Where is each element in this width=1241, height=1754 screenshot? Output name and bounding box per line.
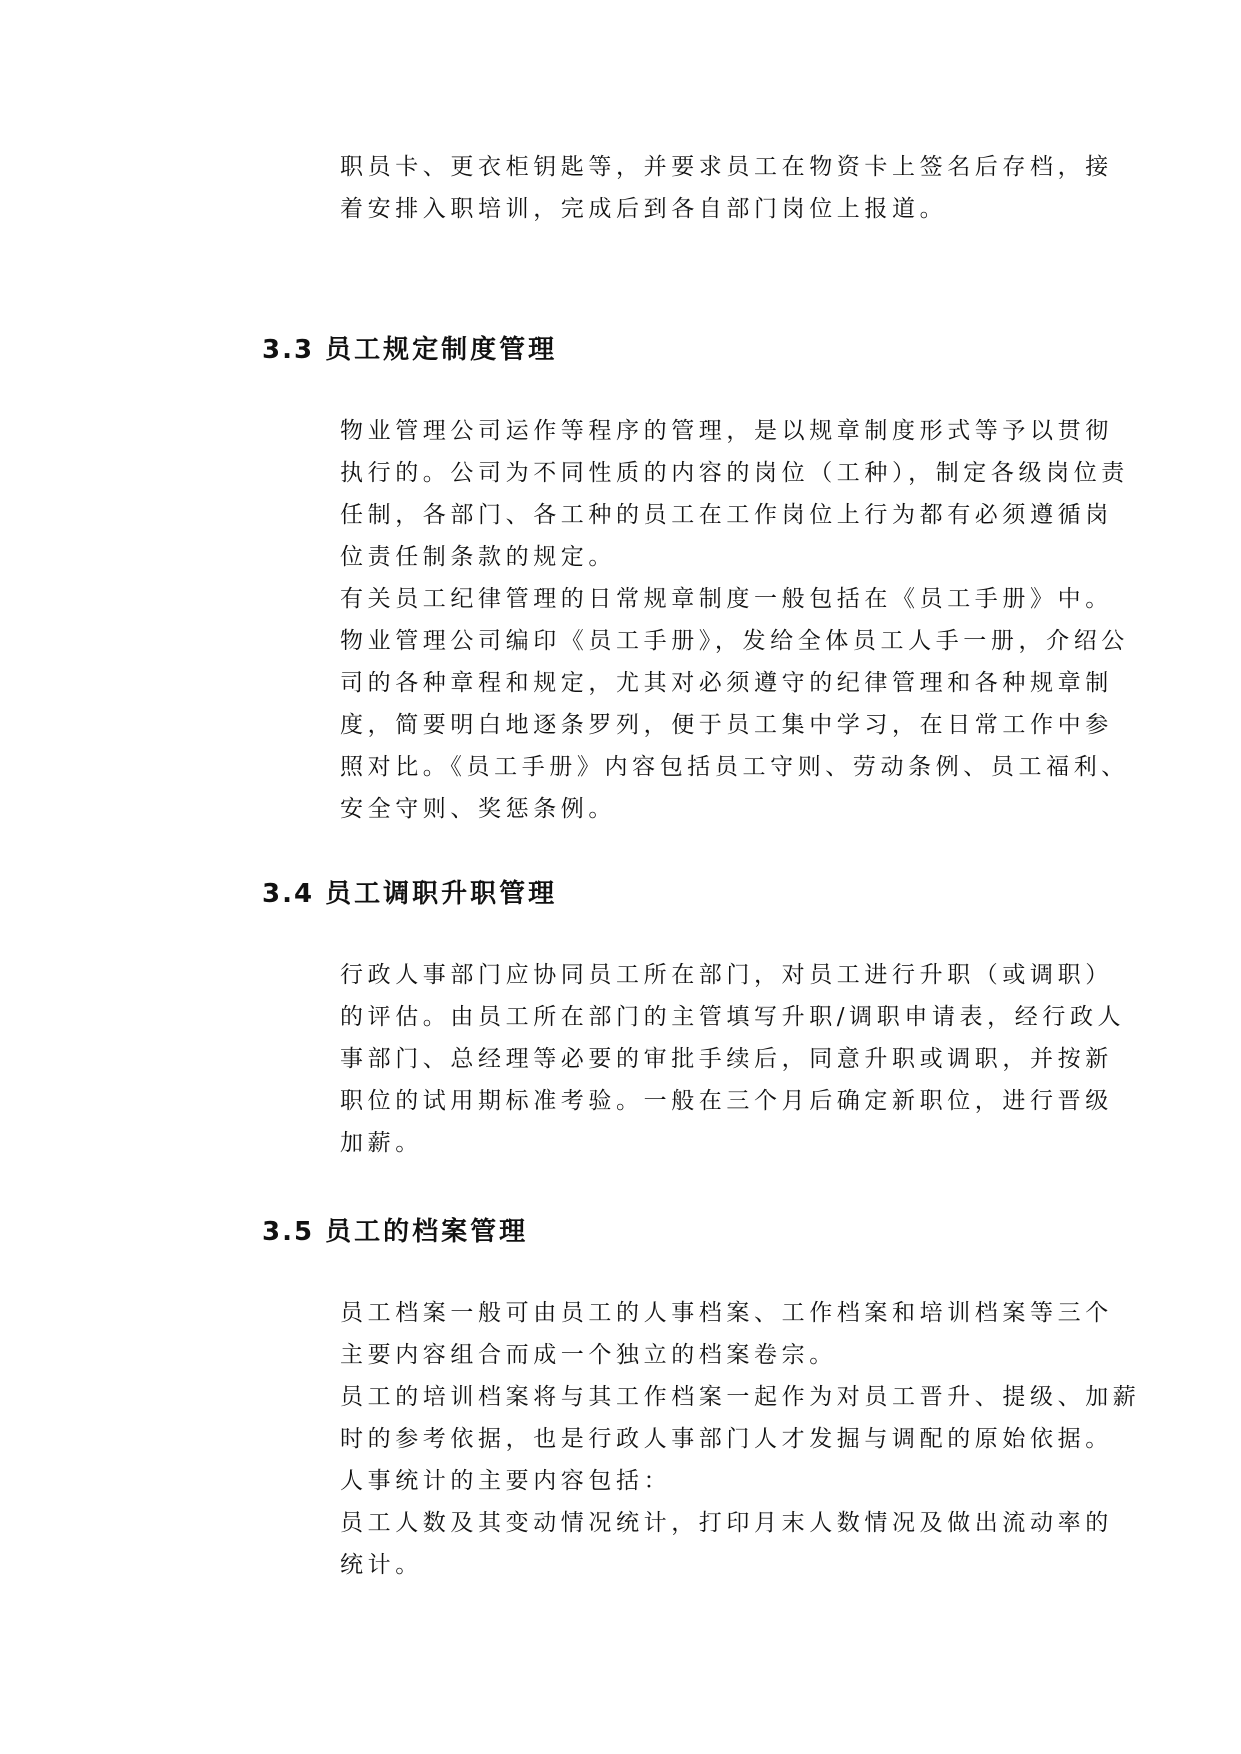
text-line: 照对比。《员工手册》内容包括员工守则、劳动条例、员工福利、 [340, 754, 1129, 780]
text-line: 度，简要明白地逐条罗列，便于员工集中学习，在日常工作中参 [340, 712, 1113, 738]
text-line: 员工的培训档案将与其工作档案一起作为对员工晋升、提级、加薪 [340, 1384, 1141, 1410]
text-line: 位责任制条款的规定。 [340, 544, 616, 570]
text-line: 时的参考依据，也是行政人事部门人才发掘与调配的原始依据。 [340, 1426, 1113, 1452]
text-line: 人事统计的主要内容包括： [340, 1468, 672, 1494]
section-3-5-paragraph-3 [340, 1460, 1060, 1502]
text-line: 职位的试用期标准考验。一般在三个月后确定新职位，进行晋级 [340, 1088, 1113, 1114]
text-line: 加薪。 [340, 1130, 423, 1156]
section-3-5-paragraph-1 [340, 1292, 1113, 1376]
text-line: 事部门、总经理等必要的审批手续后，同意升职或调职，并按新 [340, 1046, 1113, 1072]
text-line: 安全守则、奖惩条例。 [340, 796, 616, 822]
text-line: 员工人数及其变动情况统计，打印月末人数情况及做出流动率的 [340, 1510, 1113, 1536]
text-line: 行政人事部门应协同员工所在部门，对员工进行升职（或调职） [340, 962, 1113, 988]
text-line: 主要内容组合而成一个独立的档案卷宗。 [340, 1342, 837, 1368]
text-line: 有关员工纪律管理的日常规章制度一般包括在《员工手册》中。 [340, 586, 1113, 612]
text-line: 的评估。由员工所在部门的主管填写升职/调职申请表，经行政人 [340, 1004, 1126, 1030]
section-title: 员工规定制度管理 [325, 335, 558, 365]
section-3-3-paragraph-2 [340, 578, 1129, 830]
section-3-4-paragraph-1 [340, 954, 1126, 1164]
text-line: 任制，各部门、各工种的员工在工作岗位上行为都有必须遵循岗 [340, 502, 1113, 528]
section-heading-3-5 [262, 1212, 528, 1252]
section-3-5-paragraph-2 [340, 1376, 1141, 1460]
text-line: 员工档案一般可由员工的人事档案、工作档案和培训档案等三个 [340, 1300, 1113, 1326]
section-number: 3.5 [262, 1217, 315, 1247]
section-number: 3.3 [262, 335, 315, 365]
text-line: 司的各种章程和规定，尤其对必须遵守的纪律管理和各种规章制 [340, 670, 1113, 696]
section-3-5-paragraph-4 [340, 1502, 1113, 1586]
text-line: 着安排入职培训，完成后到各自部门岗位上报道。 [340, 196, 948, 222]
section-3-3-paragraph-1 [340, 410, 1129, 578]
text-line: 物业管理公司运作等程序的管理，是以规章制度形式等予以贯彻 [340, 418, 1113, 444]
section-title: 员工调职升职管理 [325, 879, 558, 909]
section-heading-3-3 [262, 330, 557, 370]
section-heading-3-4 [262, 874, 557, 914]
intro-paragraph [340, 146, 1113, 230]
text-line: 物业管理公司编印《员工手册》，发给全体员工人手一册，介绍公 [340, 628, 1129, 654]
section-number: 3.4 [262, 879, 315, 909]
text-line: 执行的。公司为不同性质的内容的岗位（工种），制定各级岗位责 [340, 460, 1129, 486]
section-title: 员工的档案管理 [325, 1217, 529, 1247]
text-line: 统计。 [340, 1552, 423, 1578]
text-line: 职员卡、更衣柜钥匙等，并要求员工在物资卡上签名后存档，接 [340, 154, 1113, 180]
